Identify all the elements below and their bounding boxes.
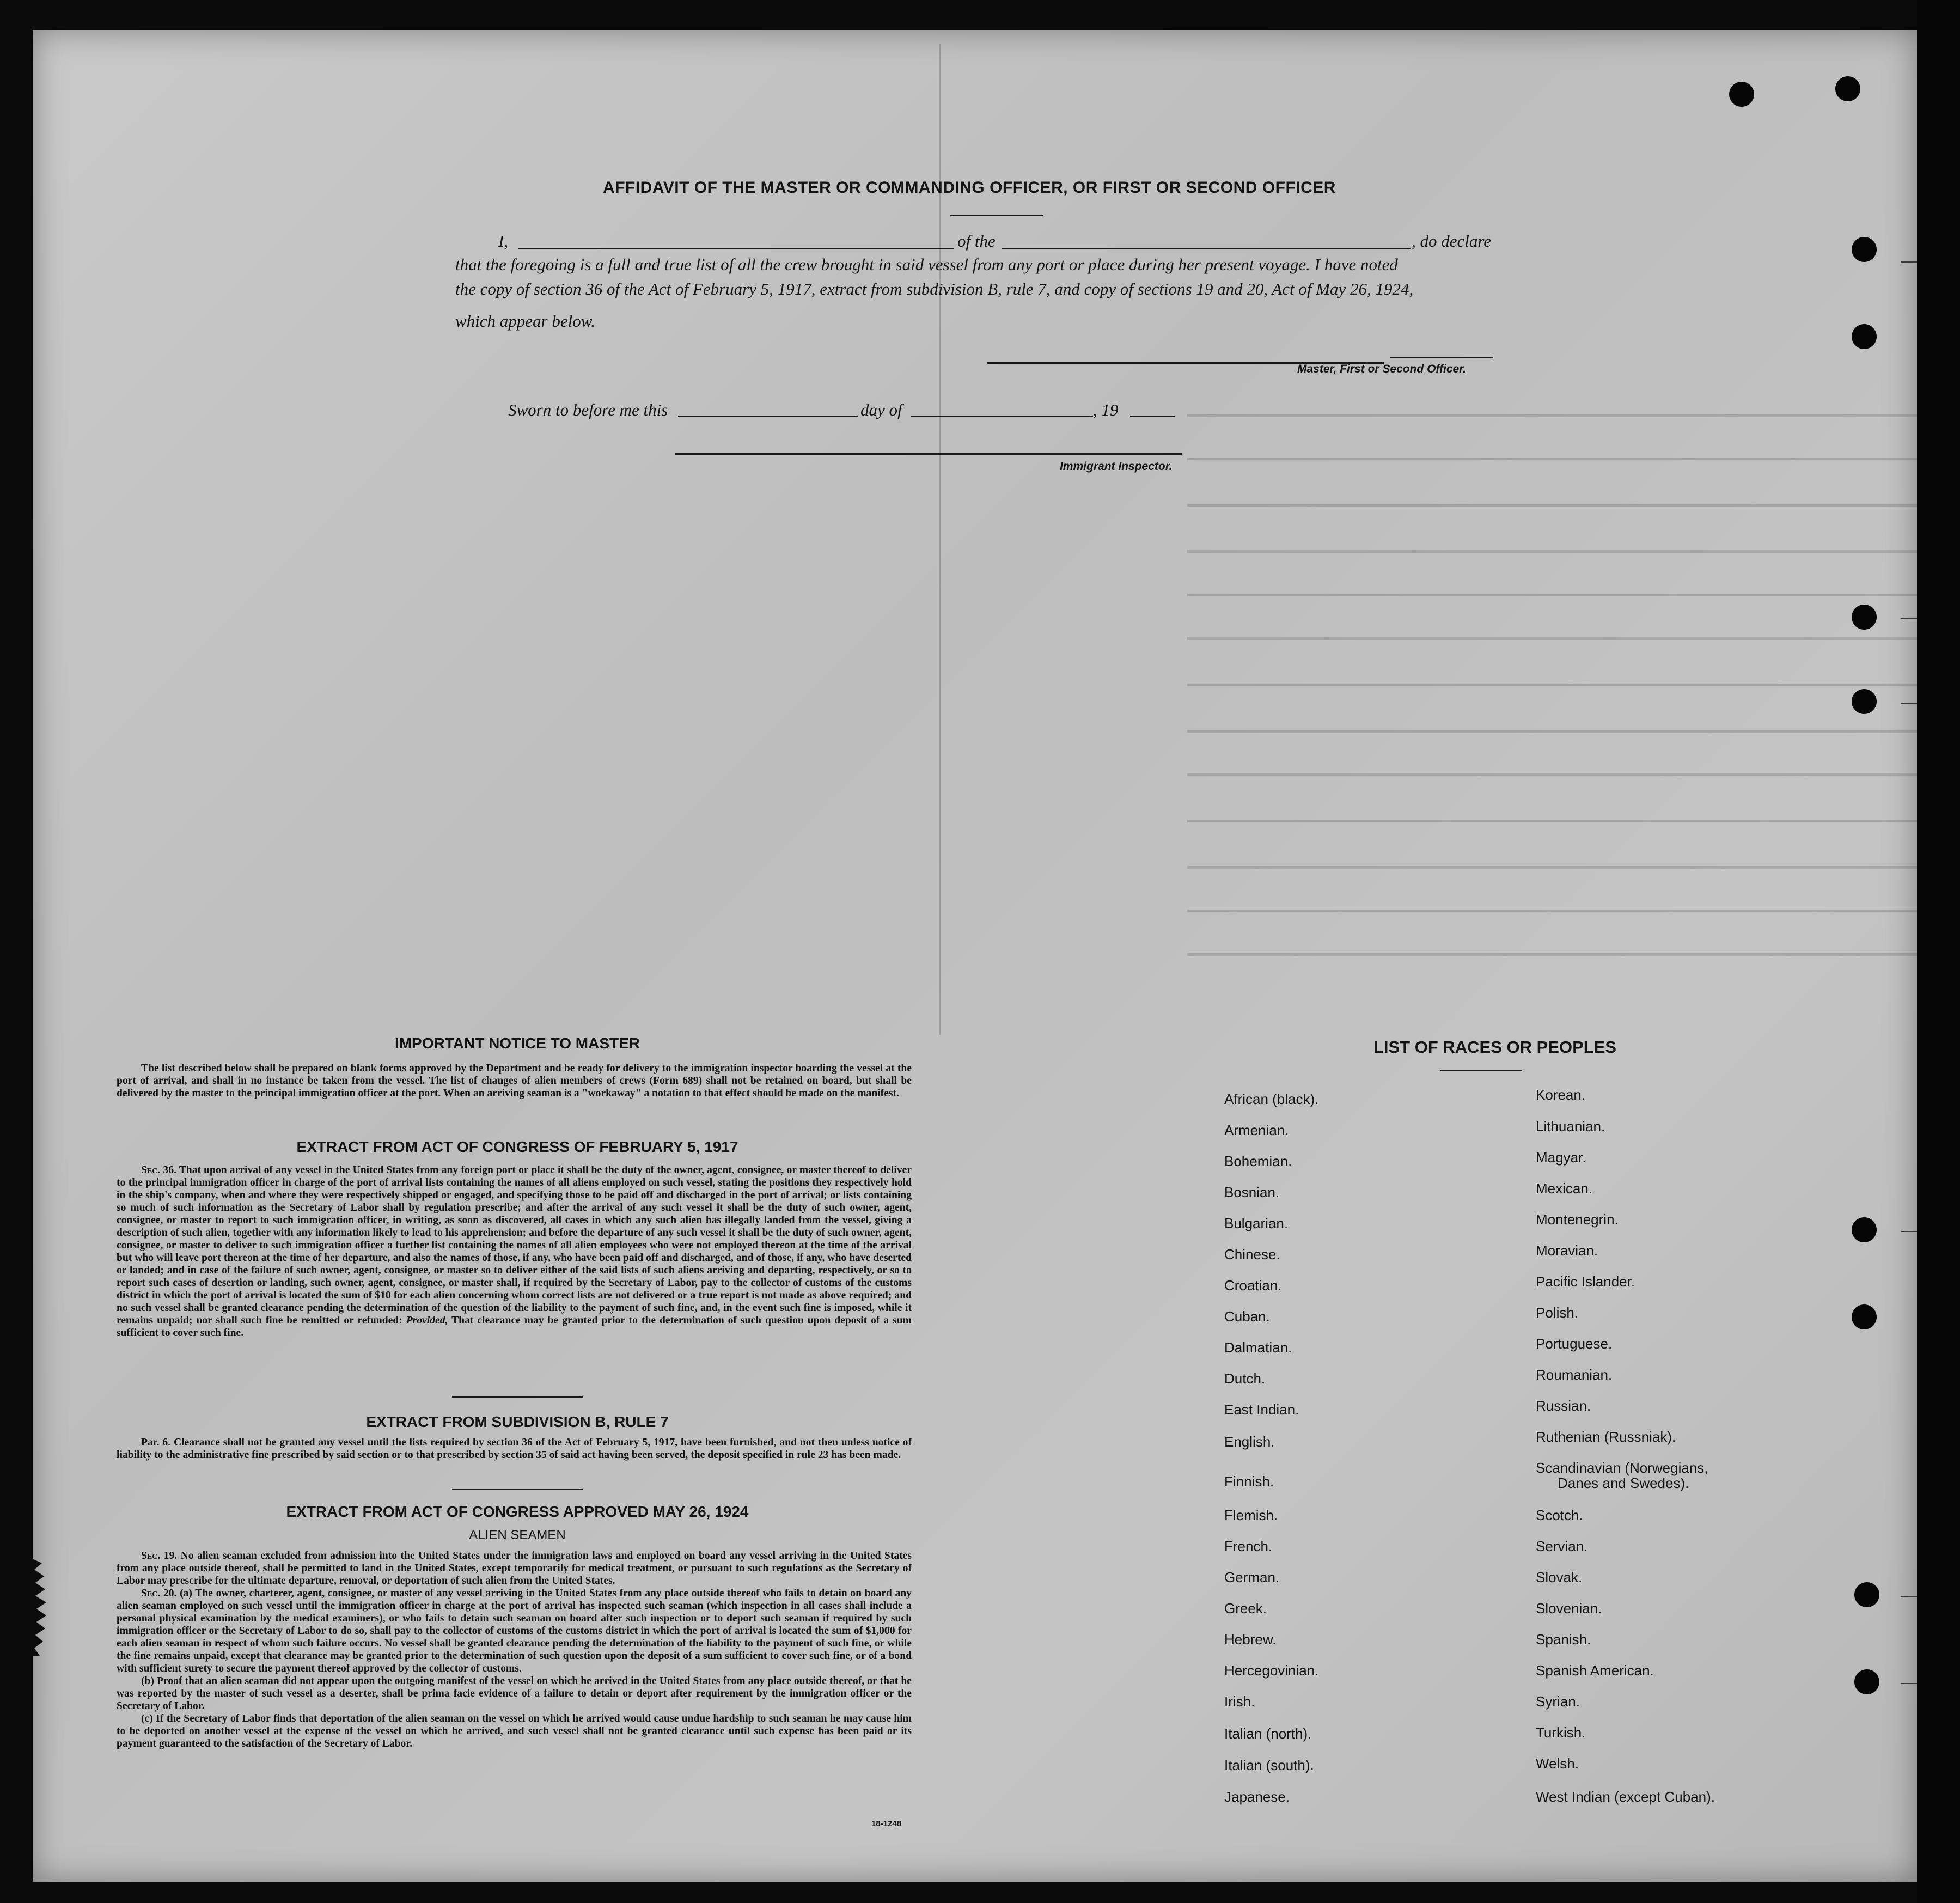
race-item: Moravian. bbox=[1536, 1242, 1598, 1259]
race-item-continuation: Danes and Swedes). bbox=[1558, 1475, 1689, 1491]
notice-text bbox=[117, 1062, 912, 1100]
extract-rule7-text bbox=[117, 1436, 912, 1461]
race-item: Croatian. bbox=[1224, 1277, 1282, 1294]
race-item: Scotch. bbox=[1536, 1507, 1583, 1523]
race-item: Hercegovinian. bbox=[1224, 1662, 1319, 1679]
punch-hole bbox=[1854, 1582, 1879, 1607]
sworn-month-field[interactable] bbox=[911, 416, 1093, 417]
edge-mark bbox=[1901, 1596, 1917, 1597]
race-item: Finnish. bbox=[1224, 1473, 1274, 1490]
sworn-year-label: , 19 bbox=[1093, 400, 1119, 419]
punch-hole bbox=[1729, 82, 1754, 107]
extract-rule7-title: EXTRACT FROM SUBDIVISION B, RULE 7 bbox=[366, 1413, 669, 1430]
bleed-through-line bbox=[1187, 820, 1917, 822]
race-item: French. bbox=[1224, 1538, 1273, 1554]
race-item: English. bbox=[1224, 1434, 1275, 1450]
race-item: Montenegrin. bbox=[1536, 1211, 1619, 1228]
race-item: Polish. bbox=[1536, 1304, 1579, 1321]
alien-seamen-subtitle: ALIEN SEAMEN bbox=[469, 1528, 566, 1542]
bleed-through-line bbox=[1187, 953, 1917, 956]
race-item: Korean. bbox=[1536, 1087, 1586, 1103]
race-item: Portuguese. bbox=[1536, 1335, 1613, 1352]
bleed-through-line bbox=[1187, 504, 1917, 507]
race-item: Servian. bbox=[1536, 1538, 1588, 1554]
scanner-edge bbox=[1917, 0, 1960, 1903]
race-item: Dutch. bbox=[1224, 1370, 1266, 1387]
punch-hole bbox=[1852, 605, 1877, 630]
declare-suffix: , do declare bbox=[1412, 231, 1492, 251]
sec-19-text: No alien seaman excluded from admission into the United States under the immigration laws and employed on board any vessel arriving in the United States from any place outside thereof, shall be permitted to land in the United States, except temporarily for medical treatment, or pursuant to such regulations as the Secretary of Labor may prescribe for the ultimate departure, removal, or deportation of such alien from the United States. bbox=[117, 1550, 912, 1587]
section-divider bbox=[452, 1396, 583, 1398]
master-signature-label: Master, First or Second Officer. bbox=[1297, 363, 1467, 375]
race-item: Cuban. bbox=[1224, 1308, 1270, 1325]
punch-hole bbox=[1852, 237, 1877, 262]
extract-1917-title: EXTRACT FROM ACT OF CONGRESS OF FEBRUARY 5, 1917 bbox=[296, 1138, 738, 1155]
race-item: Scandinavian (Norwegians, bbox=[1536, 1460, 1708, 1476]
punch-hole bbox=[1835, 76, 1860, 101]
bleed-through-line bbox=[1187, 458, 1917, 460]
edge-mark bbox=[1901, 1683, 1917, 1684]
provided-label: Provided, bbox=[406, 1315, 448, 1326]
bleed-through-line bbox=[1187, 414, 1917, 417]
sworn-prefix: Sworn to before me this bbox=[508, 400, 668, 419]
race-item: Roumanian. bbox=[1536, 1367, 1613, 1383]
affidavit-line-1 bbox=[498, 231, 508, 251]
race-item: Lithuanian. bbox=[1536, 1118, 1605, 1135]
affidavit-line-4: which appear below. bbox=[455, 312, 595, 331]
bleed-through-line bbox=[1187, 730, 1917, 733]
notice-paragraph: The list described below shall be prepared on blank forms approved by the Department and be ready for delivery to the immigration inspector boarding the vessel at the port of arrival, and shall in no instance be taken from the vessel. The list of changes of alien members of crews (Form 689) shall not be retained on board, but shall be delivered by the master to the principal immigration officer at the port. When an arriving seaman is a "workaway" a notation to that effect should be made on the manifest. bbox=[117, 1063, 912, 1099]
sec-20-label: Sec. 20. bbox=[141, 1588, 177, 1599]
race-item: Armenian. bbox=[1224, 1122, 1289, 1138]
race-item: Flemish. bbox=[1224, 1507, 1278, 1523]
extract-1924-title: EXTRACT FROM ACT OF CONGRESS APPROVED MAY 26, 1924 bbox=[286, 1503, 749, 1520]
section-divider bbox=[452, 1489, 583, 1490]
torn-edge-mark bbox=[30, 1558, 57, 1656]
edge-mark bbox=[1901, 261, 1917, 263]
sworn-year-field[interactable] bbox=[1130, 416, 1175, 417]
bleed-through-line bbox=[1187, 866, 1917, 869]
affidavit-line-2: that the foregoing is a full and true list of all the crew brought in said vessel from any port or place during her present voyage. I have noted bbox=[455, 255, 1398, 274]
race-item: Ruthenian (Russniak). bbox=[1536, 1429, 1676, 1445]
race-item: Irish. bbox=[1224, 1693, 1255, 1710]
races-title-underline bbox=[1440, 1070, 1522, 1071]
sec-36-label: Sec. 36. bbox=[141, 1164, 176, 1176]
affidavit-title: AFFIDAVIT OF THE MASTER OR COMMANDING OFFICER, OR FIRST OR SECOND OFFICER bbox=[603, 179, 1336, 197]
race-item: Dalmatian. bbox=[1224, 1339, 1292, 1356]
race-item: Spanish American. bbox=[1536, 1662, 1654, 1679]
bleed-through-line bbox=[1187, 910, 1917, 912]
race-item: Slovenian. bbox=[1536, 1600, 1602, 1617]
notice-title: IMPORTANT NOTICE TO MASTER bbox=[394, 1035, 640, 1052]
edge-mark bbox=[1901, 618, 1917, 619]
master-signature-field-2[interactable] bbox=[1390, 357, 1493, 358]
title-underline bbox=[950, 215, 1043, 216]
race-item: Italian (north). bbox=[1224, 1725, 1312, 1742]
race-item: Bulgarian. bbox=[1224, 1215, 1289, 1231]
race-item: Pacific Islander. bbox=[1536, 1273, 1635, 1290]
race-item: Mexican. bbox=[1536, 1180, 1593, 1197]
race-item: Italian (south). bbox=[1224, 1757, 1314, 1773]
bleed-through-line bbox=[1187, 594, 1917, 596]
race-item: Spanish. bbox=[1536, 1631, 1591, 1648]
race-item: Syrian. bbox=[1536, 1693, 1580, 1710]
bleed-through-line bbox=[1187, 684, 1917, 686]
race-item: Welsh. bbox=[1536, 1755, 1579, 1772]
bleed-through-line bbox=[1187, 550, 1917, 553]
sworn-day-label: day of bbox=[860, 400, 902, 419]
race-item: Russian. bbox=[1536, 1398, 1591, 1414]
sec-20c-text: (c) If the Secretary of Labor finds that deportation of the alien seaman on the vessel on which he arrived would cause undue hardship to such seaman he may cause him to be deported on another vessel at the expense of the vessel on which he arrived, and such vessel shall not be granted clearance until such expense has been paid or its payment guaranteed to the satisfaction of the Secretary of Labor. bbox=[117, 1713, 912, 1749]
affidavit-line-3: the copy of section 36 of the Act of February 5, 1917, extract from subdivision B, rule 7, and copy of sections 19 and 20, Act of May 26, 1924, bbox=[455, 279, 1414, 298]
par-6-text: Par. 6. Clearance shall not be granted any vessel until the lists required by section 36 of the Act of February 5, 1917, have been furnished, and not then unless notice of liability to the administrative fine prescribed by said section or to that prescribed by section 35 of said act having been served, the deposit specified in rule 23 has been made. bbox=[117, 1437, 912, 1461]
extract-1924-text bbox=[117, 1550, 912, 1750]
edge-mark bbox=[1901, 703, 1917, 704]
punch-hole bbox=[1852, 1304, 1877, 1329]
edge-mark bbox=[1901, 1231, 1917, 1232]
declarant-prefix: I, bbox=[498, 231, 509, 251]
race-item: Magyar. bbox=[1536, 1149, 1586, 1166]
punch-hole bbox=[1852, 1217, 1877, 1242]
races-title: LIST OF RACES OR PEOPLES bbox=[1373, 1038, 1617, 1057]
sec-36-text: That upon arrival of any vessel in the United States from any foreign port or place it shall be the duty of the owner, agent, consignee, or master thereof to deliver to the principal immigration officer in charge of the port of arrival lists containing the names of all aliens employed on such vessel, stating the positions they respectively hold in the ship's company, when and where they were respectively shipped or engaged, and specifying those to be paid off and discharged in the port of arrival; or lists containing so much of such information as the Secretary of Labor shall by regulation prescribe; and after the arrival of any such vessel it shall be the duty of such owner, agent, consignee, or master to report to such immigration officer, in writing, as soon as discovered, all cases in which any such alien has illegally landed from the vessel, giving a description of such alien, together with any information likely to lead to his apprehension; and before the departure of any such vessel it shall be the duty of such owner, agent, consignee, or master to deliver to such immigration officer a further list containing the names of all alien employees who were not employed thereon at the time of the arrival but who will leave port thereon at the time of her departure, and also the names of those, if any, who have been paid off and discharged, and of those, if any, who have deserted or landed; and in case of the failure of such owner, agent, consignee, or master so to deliver either of the said lists of such aliens arriving and departing, respectively, or so to report such cases of desertion or landing, such owner, agent, consignee, or master shall, if required by the Secretary of Labor, pay to the collector of customs of the customs district in which the port of arrival is located the sum of $10 for each alien concerning whom correct lists are not delivered or a true report is not made as above required; and no such vessel shall be granted clearance pending the determination of the question of the liability to the payment of such fine, and, in the event such fine is imposed, while it remains unpaid; nor shall such fine be remitted or refunded: bbox=[117, 1164, 912, 1326]
race-item: Chinese. bbox=[1224, 1246, 1280, 1262]
inspector-signature-label: Immigrant Inspector. bbox=[1060, 460, 1173, 473]
sec-20b-text: (b) Proof that an alien seaman did not appear upon the outgoing manifest of the vessel on which he arrived in the United States from any place outside thereof, or that he was reported by the master of such vessel as a deserter, shall be prima facie evidence of a failure to detain or deport after requirement by the immigration officer or the Secretary of Labor. bbox=[117, 1675, 912, 1712]
race-item: Slovak. bbox=[1536, 1569, 1583, 1585]
sec-36-text-end: That clearance may be granted prior to the determination of such question upon deposit of a sum sufficient to cover such fine. bbox=[117, 1315, 912, 1339]
race-item: West Indian (except Cuban). bbox=[1536, 1789, 1715, 1805]
sec-20a-text: (a) The owner, charterer, agent, consignee, or master of any vessel arriving in the United States from any place outside thereof who fails to detain on board any alien seaman employed on such vessel until the immigration officer in charge at the port of arrival has inspected such seaman (which inspection in all cases shall include a personal physical examination by the medical examiners), or who fails to detain such seaman on board after such inspection or to deport such seaman if required by such immigration officer or the Secretary of Labor to do so, shall pay to the collector of customs of the customs district in which the port of arrival is located the sum of $1,000 for each alien seaman in respect of whom such failure occurs. No vessel shall be granted clearance pending the determination of the liability to the payment of such fine, or while the fine remains unpaid, except that clearance may be granted prior to the determination of such question upon the deposit of a sum sufficient to cover such fine, or of a bond with sufficient surety to secure the payment thereof approved by the collector of customs. bbox=[117, 1588, 912, 1674]
race-item: Greek. bbox=[1224, 1600, 1267, 1617]
sec-19-label: Sec. 19. bbox=[141, 1550, 178, 1562]
punch-hole bbox=[1852, 324, 1877, 349]
race-item: Bosnian. bbox=[1224, 1184, 1280, 1200]
race-item: Bohemian. bbox=[1224, 1153, 1292, 1169]
race-item: German. bbox=[1224, 1569, 1280, 1585]
race-item: East Indian. bbox=[1224, 1401, 1299, 1418]
inspector-signature-field[interactable] bbox=[675, 453, 1182, 455]
race-item: African (black). bbox=[1224, 1091, 1319, 1107]
punch-hole bbox=[1852, 689, 1877, 714]
vessel-name-field[interactable] bbox=[1002, 248, 1411, 249]
punch-hole bbox=[1854, 1669, 1879, 1694]
bleed-through-line bbox=[1187, 637, 1917, 640]
race-item: Hebrew. bbox=[1224, 1631, 1277, 1648]
extract-1917-text bbox=[117, 1164, 912, 1339]
form-number: 18-1248 bbox=[871, 1819, 902, 1828]
race-item: Turkish. bbox=[1536, 1724, 1586, 1741]
bleed-through-line bbox=[1187, 773, 1917, 776]
vessel-prefix: of the bbox=[957, 231, 996, 251]
declarant-name-field[interactable] bbox=[518, 248, 954, 249]
sworn-day-field[interactable] bbox=[678, 416, 858, 417]
race-item: Japanese. bbox=[1224, 1789, 1290, 1805]
